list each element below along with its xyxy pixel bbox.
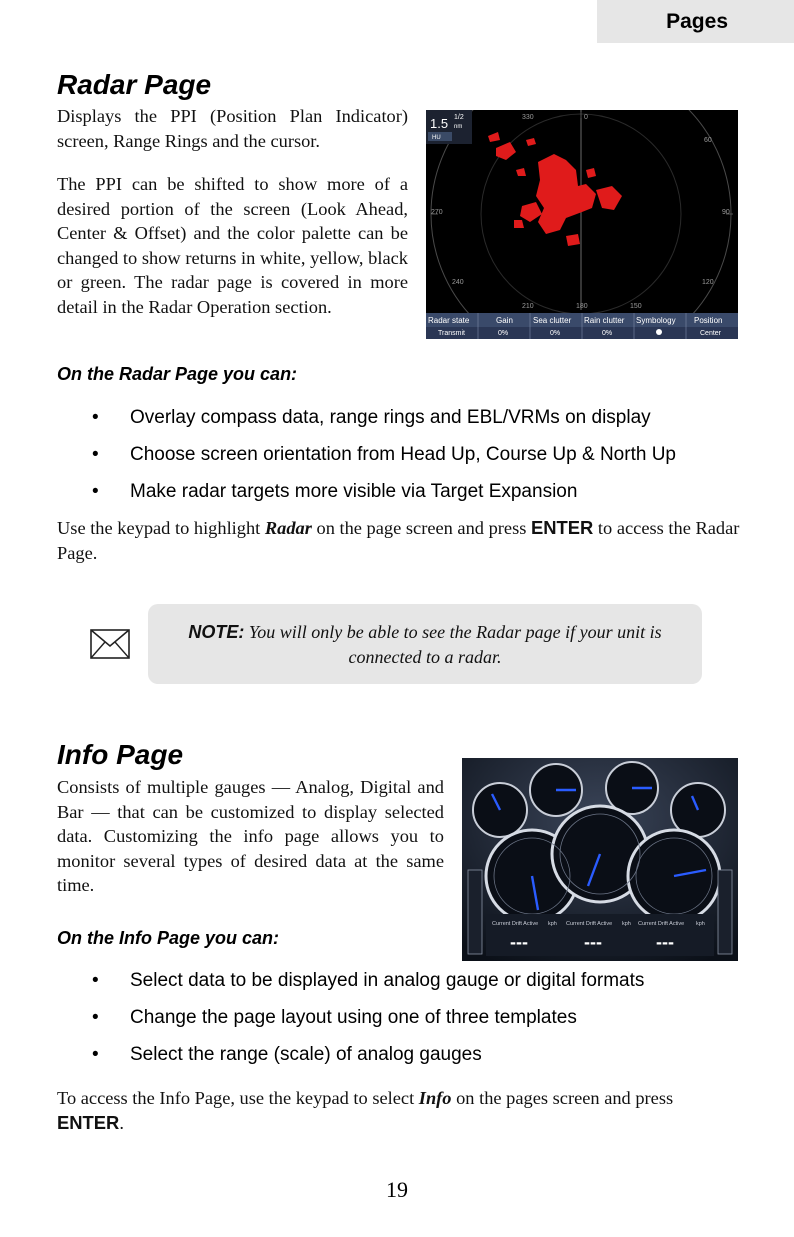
digital-gauge-label: Current Drift Active xyxy=(638,921,685,927)
radar-status-value: 0% xyxy=(498,330,509,337)
digital-gauge-value: --- xyxy=(584,932,602,952)
info-intro-paragraph: Consists of multiple gauges — Analog, Digital and Bar — that can be customized to display selected data. Customizing the info page allows you to monitor several types of desired data at the same time. xyxy=(57,777,444,895)
bearing-label: 150 xyxy=(630,303,642,310)
info-access-instructions: To access the Info Page, use the keypad to select Info on the pages screen and press ENTER. xyxy=(57,1088,674,1133)
radar-status-label: Rain clutter xyxy=(584,316,625,325)
bearing-label: 180 xyxy=(576,303,588,310)
radar-status-value: Transmit xyxy=(438,330,465,337)
radar-status-label: Position xyxy=(694,316,723,325)
digital-gauge-unit: kph xyxy=(548,921,557,927)
note-callout xyxy=(148,604,702,684)
bearing-label: 240 xyxy=(452,279,464,286)
envelope-icon xyxy=(90,629,130,659)
section-tab xyxy=(597,0,794,43)
info-gauges-image xyxy=(462,758,738,961)
digital-gauge-unit: kph xyxy=(696,921,705,927)
radar-capabilities-list xyxy=(92,407,676,518)
section-tab-label: Pages xyxy=(666,10,728,33)
radar-capabilities-heading: On the Radar Page you can: xyxy=(57,364,298,384)
bearing-label: 330 xyxy=(522,114,534,121)
radar-status-label: Sea clutter xyxy=(533,316,572,325)
radar-detail-paragraph: The PPI can be shifted to show more of a desired portion of the screen (Look Ahead, Center & Offset) and the color palette can be changed to show returns in white, yellow, black or green. The radar page is covered in more detail in the Radar Operation section. xyxy=(57,174,408,317)
digital-gauge-value: --- xyxy=(510,932,528,952)
radar-status-label: Gain xyxy=(496,316,513,325)
radar-range-fraction: 1/2 xyxy=(454,114,464,121)
radar-page-heading: Radar Page xyxy=(57,69,212,100)
radar-status-value: 0% xyxy=(602,330,613,337)
info-capabilities-list xyxy=(92,970,645,1081)
digital-gauge-value: --- xyxy=(656,932,674,952)
bearing-label: 270 xyxy=(431,209,443,216)
page-number: 19 xyxy=(386,1177,408,1202)
note-text: NOTE: You will only be able to see the Radar page if your unit is connected to a radar. xyxy=(188,622,662,667)
list-item: • Make radar targets more visible via Target Expansion xyxy=(92,481,578,502)
info-capabilities-heading: On the Info Page you can: xyxy=(57,928,280,948)
list-item: • Choose screen orientation from Head Up, Course Up & North Up xyxy=(92,444,676,465)
bearing-label: 120 xyxy=(702,279,714,286)
radar-range-unit: nm xyxy=(454,124,463,130)
radar-status-label: Radar state xyxy=(428,316,470,325)
radar-intro-paragraph: Displays the PPI (Position Plan Indicator) screen, Range Rings and the cursor. xyxy=(57,106,408,151)
list-item: • Overlay compass data, range rings and EBL/VRMs on display xyxy=(92,407,651,428)
list-item: • Select data to be displayed in analog gauge or digital formats xyxy=(92,970,645,991)
digital-gauge-label: Current Drift Active xyxy=(566,921,613,927)
bearing-label: 60 xyxy=(704,137,712,144)
radar-status-value: Center xyxy=(700,330,722,337)
list-item: • Change the page layout using one of three templates xyxy=(92,1007,577,1028)
radar-screen-image xyxy=(426,110,738,339)
info-page-heading: Info Page xyxy=(57,739,184,770)
radar-orientation: HU xyxy=(432,135,441,141)
radar-range-value: 1.5 xyxy=(430,116,449,131)
list-item: • Select the range (scale) of analog gauges xyxy=(92,1044,482,1065)
radar-access-instructions: Use the keypad to highlight Radar on the page screen and press ENTER to access the Radar Page. xyxy=(57,517,740,563)
bearing-label: 0 xyxy=(584,114,588,121)
radar-status-value: 0% xyxy=(550,330,561,337)
digital-gauge-unit: kph xyxy=(622,921,631,927)
radar-status-label: Symbology xyxy=(636,316,676,325)
bearing-label: 90 xyxy=(722,209,730,216)
bearing-label: 210 xyxy=(522,303,534,310)
symbology-dot-icon xyxy=(656,329,662,335)
digital-gauge-label: Current Drift Active xyxy=(492,921,539,927)
